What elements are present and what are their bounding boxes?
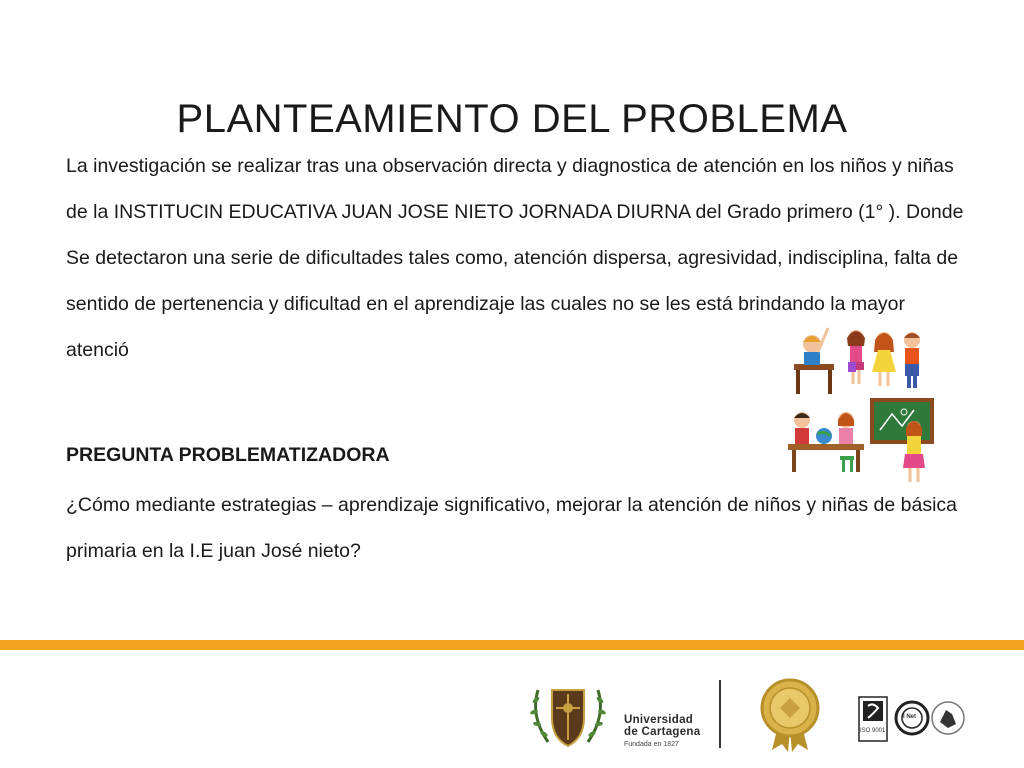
problem-paragraph: La investigación se realizar tras una observación directa y diagnostica de atención en los niños y niñas de la INSTITUCIN EDUCATIVA JUAN JOSE NIETO JORNADA DIURNA del Grado primero (1° ). Donde Se detectaron una serie de dificultades tales como, atención dispersa, agresividad, indisciplina, falta de sentido de pertenencia y dificultad en el aprendizaje las cuales no se les está brindando la mayor atenció [66, 155, 964, 361]
icontec-certification-icon [858, 696, 888, 742]
girl-standing-figure [847, 330, 865, 384]
problem-question-paragraph: ¿Cómo mediante estrategias – aprendizaje significativo, mejorar la atención de niños y niñas de básica primaria en la I.E juan José nieto? [66, 494, 957, 562]
accreditation-seal-icon [758, 676, 822, 752]
university-crest-logo [528, 680, 608, 752]
boy-standing-figure [904, 332, 920, 388]
university-founded-line: Fundada en 1827 [624, 741, 679, 748]
slide-title: PLANTEAMIENTO DEL PROBLEMA [176, 96, 848, 141]
problem-question-heading: PREGUNTA PROBLEMATIZADORA [66, 444, 390, 466]
footer-divider [719, 680, 721, 748]
boy-at-desk-figure [794, 328, 834, 394]
kids-at-table-figure [788, 412, 864, 472]
iqnet-label: I Net [903, 714, 917, 720]
university-name [624, 714, 700, 751]
icontec-label: ISO 9001 [860, 728, 886, 734]
girl-yellow-dress-figure [872, 332, 896, 386]
children-classroom-illustration [784, 322, 940, 488]
accent-bar [0, 640, 1024, 650]
university-name-line2: de Cartagena [624, 726, 701, 738]
colombia-certification-icon [930, 700, 966, 736]
university-name-line1: Universidad [624, 714, 694, 726]
teacher-at-chalkboard-figure [870, 398, 934, 482]
